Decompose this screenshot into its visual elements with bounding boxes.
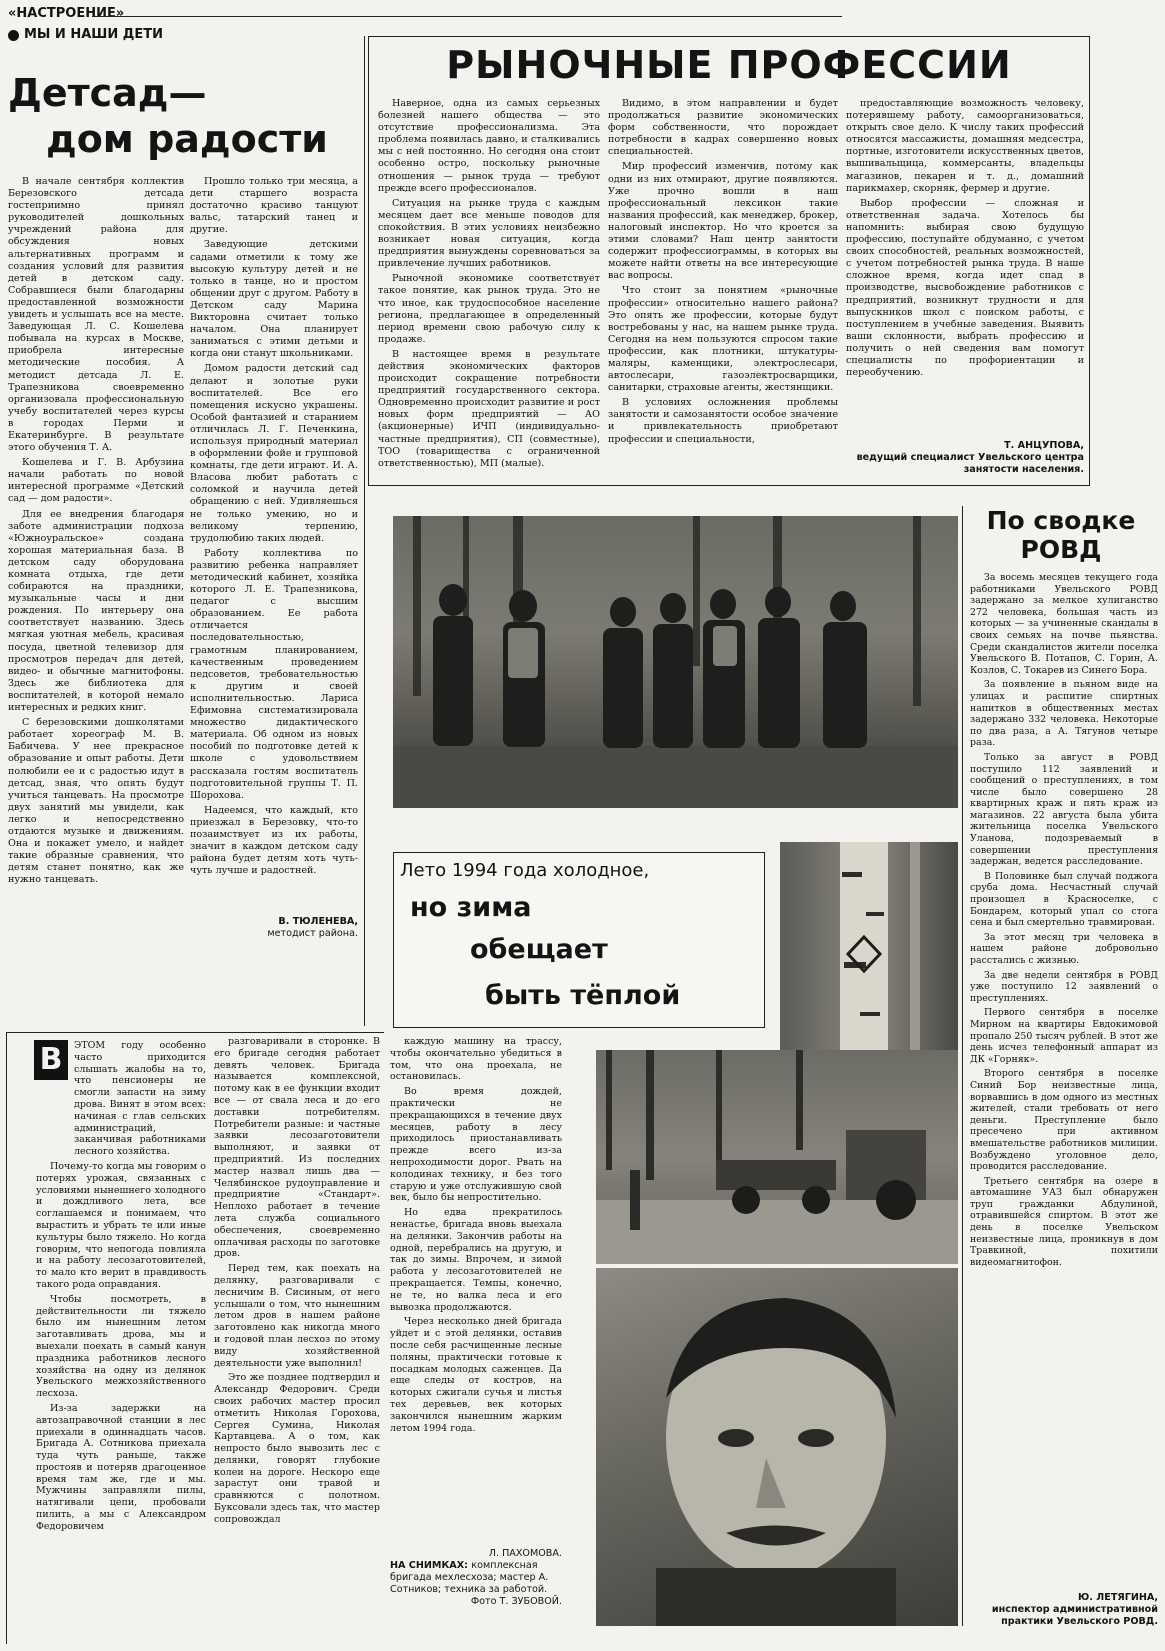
- kindergarten-title: [8, 70, 358, 170]
- author-role: ведущий специалист Увельского центра занятости населения.: [856, 452, 1084, 475]
- paragraph: Третьего сентября на озере в автомашине УАЗ был обнаружен труп гражданки Абдулиной, отравившейся спиртом. В этот же день в поселке Увельском неизвестные лица, проникнув в дом Травкиной, похитили видеомагнитофон.: [970, 1175, 1158, 1268]
- paragraph: В начале сентября коллектив Березовского детсада гостеприимно принял руководителей дошкольных учреждений района для обсуждения новых альтернативных программ и создания условий для развития детей в детском саду. Собравшиеся были благодарны предоставленной возможности увидеть и услышать все на месте. Заведующая Л. С. Кошелева побывала на курсах в Москве, приобрела интересные методические пособия. А методист детсада Л. Е. Трапезникова своевременно организовала профессиональную учебу воспитателей через курсы в городах Перми и Екатеринбурге. В результате этого обучения Т. А.: [8, 176, 184, 454]
- market-title: РЫНОЧНЫЕ ПРОФЕССИИ: [446, 43, 1012, 87]
- summer-headline-line2: но зима: [410, 892, 532, 923]
- author-name: Ю. ЛЕТЯГИНА,: [1078, 1592, 1158, 1603]
- portrait-illustration: [596, 1268, 958, 1626]
- kindergarten-column-1: [8, 176, 184, 956]
- paragraph: Заведующие детскими садами отметили к тому же высокую культуру детей и не только в танце, но и простом общении друг с другом. Работу в Детском саду Марина Викторовна считает только началом. Она планирует заниматься с этими детьми и когда они станут школьниками.: [190, 239, 358, 360]
- paragraph: Домом радости детский сад делают и золотые руки воспитателей. Все его помещения искусно украшены. Особой фантазией и старанием отличилась Л. Г. Печенкина, используя природный материал в оформлении фойе и групповой комнаты, где дети играют. И. А. Власова любит работать с соломкой и научила детей обращению с ней. Удивляешься не только умению, но и великому терпению, трудолюбию таких людей.: [190, 363, 358, 544]
- paragraph: Что стоит за понятием «рыночные профессии» относительно нашего района? Это опять же профессии, которые будут востребованы у нас, на нашем рынке труда. Сегодня на нем пользуются спросом такие профессии, как плотники, штукатуры-маляры, каменщики, электрослесари, автослесари, газоэлектросварщики, санитарки, страховые агенты, жестянщики.: [608, 285, 838, 394]
- section-label: «НАСТРОЕНИЕ»: [8, 6, 125, 21]
- paragraph: В настоящее время в результате действия экономических факторов происходит сокращение потребности предприятий государственного сектора. Одновременно происходит развитие и рост новых форм предприятий — АО (акционерные) ИЧП (индивидуально-частные предприятия), СП (совместные), ТОО (товарищества с ограниченной ответственностью), МП (малые).: [378, 348, 600, 469]
- paragraph: В условиях осложнения проблемы занятости и самозанятости особое значение и привлекательность приобретают профессии и специальности,: [608, 397, 838, 445]
- author-name: Л. ПАХОМОВА.: [488, 1548, 562, 1559]
- paragraph: За этот месяц три человека в нашем районе добровольно расстались с жизнью.: [970, 931, 1158, 966]
- paragraph: За две недели сентября в РОВД уже поступило 12 заявлений о преступлениях.: [970, 969, 1158, 1004]
- rovd-left-rule: [962, 506, 963, 1626]
- rubric-label: МЫ И НАШИ ДЕТИ: [24, 27, 163, 42]
- paragraph: За появление в пьяном виде на улицах и распитие спиртных напитков в общественных местах задержано 332 человека. Некоторые по два раза, а А. Тягунов четыре раза.: [970, 679, 1158, 749]
- summer-column-1: [36, 1040, 206, 1640]
- paragraph: Через несколько дней бригада уйдет и с этой делянки, оставив после себя расчищенные лесные поляны, практически готовые к посадкам молодых саженцев. Да еще следы от костров, на которых сжигали сучья и листья тех деревьев, век которых закончился нынешним жарким летом 1994 года.: [390, 1316, 562, 1434]
- paragraph: Кошелева и Г. В. Арбузина начали работать по новой интересной программе «Детский сад — дом радости».: [8, 457, 184, 505]
- paragraph: Прошло только три месяца, а дети старшего возраста достаточно красиво танцуют вальс, татарский танец и другие.: [190, 176, 358, 236]
- summer-headline-line3: обещает: [470, 934, 608, 965]
- author-role: методист района.: [267, 928, 358, 939]
- paragraph: Но едва прекратилось ненастье, бригада вновь выехала на делянки. Закончив работы на одной, перебрались на другую, и так до зимы. Впрочем, и зимой работа у лесозаготовителей не прекращается. Темпы, конечно, не те, но валка леса и его вывозка продолжаются.: [390, 1207, 562, 1313]
- market-signature: [846, 440, 1084, 480]
- summer-column-3: [390, 1036, 562, 1546]
- summer-signature-block: [390, 1548, 562, 1644]
- photo-credit: Фото Т. ЗУБОВОЙ.: [470, 1596, 562, 1607]
- brigade-illustration: [393, 516, 958, 808]
- bullet-icon: [8, 30, 19, 41]
- paragraph: разговаривали в сторонке. В его бригаде сегодня работает девять человек. Бригада называется комплексной, потому как в ее функции входит все — от свала леса и до его доставки потребителям. Потребители разные: и частные заявки лесозаготовители выполняют, и заявки от предприятий. Из последних мастер назвал лишь два — Челябинское рудоуправление и предприятие «Стандарт». Неплохо работает в течение лета служба социального обеспечения, своевременно оплачивая расходы по заготовке дров.: [214, 1036, 380, 1260]
- kindergarten-title-line2: дом радости: [46, 117, 328, 161]
- market-column-1: [378, 98, 600, 484]
- paragraph: Надеемся, что каждый, кто приезжал в Березовку, что-то позаимствует из их работы, значит в каждом детском саду района будет детям хоть чуть-чуть лучше и радостней.: [190, 804, 358, 877]
- rovd-signature: [966, 1592, 1158, 1642]
- rovd-title: [966, 506, 1156, 568]
- kindergarten-column-2: [190, 176, 358, 906]
- paragraph: Рыночной экономике соответствует такое понятие, как рынок труда. Это не что иное, как трудоспособное население региона, предлагающее в определенный период времени свою рабочую силу к продаже.: [378, 273, 600, 345]
- paragraph: Первого сентября в поселке Мирном на квартиры Евдокимовой пропало 250 тысяч рублей. В этот же день исчез телефонный аппарат из ДК «Горняк».: [970, 1007, 1158, 1065]
- paragraph: Во время дождей, практически не прекращающихся в течение двух месяцев, работу в лесу приходилось приостанавливать прежде всего из-за непроходимости дорог. Рвать на колодинах технику, и без того старую и уже отслужившую свой век, было бы непростительно.: [390, 1086, 562, 1204]
- summer-headline-line1: Лето 1994 года холодное,: [400, 860, 650, 881]
- paragraph: Ситуация на рынке труда с каждым месяцем дает все меньше поводов для спокойствия. В этих условиях неизбежно возникает новая ситуация, когда предприятия вынуждены соревноваться за привлечение лучших работников.: [378, 197, 600, 270]
- paragraph: Второго сентября в поселке Синий Бор неизвестные лица, ворвавшись в дом одного из местных жителей, стали требовать от него деньги. Преступление было пресечено при активном вмешательстве работников милиции. Возбуждено уголовное дело, проводится расследование.: [970, 1068, 1158, 1173]
- market-column-2: [608, 98, 838, 484]
- paragraph: Только за август в РОВД поступило 112 заявлений и сообщений о преступлениях, в том числе было совершено 28 квартирных краж и пять краж из магазинов. 22 августа была убита жительница поселка Увельского Уланова, подозреваемый в совершении преступления задержан, ведется расследование.: [970, 751, 1158, 868]
- header-rule: [92, 16, 842, 17]
- portrait-photo: [596, 1268, 958, 1626]
- machinery-illustration: [596, 1050, 958, 1264]
- paragraph: С березовскими дошколятами работает хореограф М. В. Бабичева. У нее прекрасное образование и опыт работы. Дети полюбили ее и с радостью идут в детсад, зная, что опять будут учиться танцевать. На просмотре двух занятий мы увидели, как легко и непосредственно отдаются музыке и движениям. Она и покажет умело, и найдет такие образные сравнения, что детям станет понятно, как же нужно танцевать.: [8, 717, 184, 886]
- paragraph: Для ее внедрения благодаря заботе администрации подхоза «Южноуральское» создана хорошая материальная база. В детском саду оборудована комната отдыха, где дети собираются на праздники, музыкальные часы и дни рождения. По интерьеру она соответствует названию. Здесь мягкая уютная мебель, красивая посуда, цветной телевизор для просмотров передач для детей, видео- и обычные магнитофоны. Здесь же библиотека для воспитателей, в которой немало интересных и редких книг.: [8, 508, 184, 714]
- kindergarten-title-line1: Детсад—: [8, 71, 207, 115]
- paragraph: Чтобы посмотреть, в действительности ли тяжело было им нынешним летом заготавливать дрова, мы и выехали поехать в самый канун праздника работников лесного хозяйства на одну из делянок Увельского межхозяйственного лесхоза.: [36, 1293, 206, 1400]
- machinery-photo: [596, 1050, 958, 1264]
- market-column-3: [846, 98, 1084, 436]
- column-rule: [364, 36, 365, 1026]
- author-role: инспектор административной практики Увельского РОВД.: [991, 1604, 1158, 1627]
- paragraph: Видимо, в этом направлении и будет продолжаться развитие экономических форм собственности, что порождает потребности в кадрах совершенно новых специальностей.: [608, 98, 838, 158]
- kindergarten-signature: [190, 916, 358, 946]
- paragraph: Работу коллектива по развитию ребенка направляет методический кабинет, хозяйка которого Л. Е. Трапезникова, педагог с высшим образованием. Ее работа отличается последовательностью, грамотным планированием, качественным проведением педсоветов, требовательностью к другим и своей исполнительностью. Лариса Ефимовна систематизировала множество дидактического материала. Об одном из новых пособий по подготовке детей к школе с удовольствием рассказала гостям воспитатель подготовительной группы Т. П. Шорохова.: [190, 547, 358, 801]
- paragraph: Почему-то когда мы говорим о потерях урожая, связанных с условиями нынешнего холодного и дождливого лета, все соглашаемся и понимаем, что вырастить и убрать те или иные культуры было тяжело. Но когда говорим, что непогода повлияла и на работу лесозаготовителей, то мало кто верит в правдивость такого рода оправдания.: [36, 1160, 206, 1290]
- author-name: Т. АНЦУПОВА,: [1004, 440, 1084, 451]
- drop-cap: В: [34, 1040, 68, 1080]
- paragraph: Из-за задержки на автозаправочной станции в лес приехали в одиннадцать часов. Бригада А. Сотникова приехала туда чуть раньше, также простояв и потеряв драгоценное время там же, где и мы. Мужчины заправляли пилы, натягивали цепи, пробовали пилить, а мы с Александром Федоровичем: [36, 1402, 206, 1532]
- paragraph: предоставляющие возможность человеку, потерявшему работу, самоорганизоваться, открыть свое дело. К числу таких профессий относятся массажисты, домашняя медсестра, портные, изготовители искусственных цветов, вышивальщица, коммерсанты, владельцы магазинов, пекарен и т. д., домашний парикмахер, скорняк, фермер и другие.: [846, 98, 1084, 194]
- author-name: В. ТЮЛЕНЕВА,: [278, 916, 358, 927]
- summer-headline-line4: быть тёплой: [485, 980, 681, 1011]
- paragraph: В Половинке был случай поджога сруба дома. Несчастный случай произошел в Красноселке, с Бондарем, который упал со стога сена и был смертельно травмирован.: [970, 870, 1158, 929]
- paragraph: ЭТОМ году особенно часто приходится слышать жалобы на то, что пенсионеры не смогли запасти на зиму дрова. Винят в этом всех: начиная с глав сельских администраций, заканчивая работниками лесного хозяйства.: [74, 1040, 206, 1158]
- rovd-title-line2: РОВД: [1020, 535, 1102, 564]
- brigade-photo: [393, 516, 958, 808]
- caption-head: НА СНИМКАХ:: [390, 1560, 468, 1571]
- paragraph: Выбор профессии — сложная и ответственная задача. Хотелось бы напомнить: выбирая свою будущую профессию, поступайте обдуманно, с учетом своих способностей, реальных возможностей, с учетом потребностей рынка труда. В наше сложное время, когда идет спад в производстве, высвобождение работников с предприятий, возникнут трудности и для выпускников школ с поиском работы, с поступлением в учебные заведения. Выявить ваши склонности, выбрать профессию и получить о ней сведения вам помогут специалисты по профориентации и переобучению.: [846, 197, 1084, 379]
- caption-body: комплексная бригада мехлесхоза; мастер А. Сотников; техника за работой.: [390, 1560, 549, 1595]
- rovd-title-line1: По сводке: [986, 506, 1136, 535]
- rovd-column: [970, 572, 1158, 1592]
- paragraph: Перед тем, как поехать на делянку, разговаривали с лесничим В. Сисиным, от него услышали о том, что нынешним летом дров в нашем районе заготовлено как никогда много и годовой план лесхоз по этому виду хозяйственной деятельности уже выполнил!: [214, 1263, 380, 1369]
- paragraph: каждую машину на трассу, чтобы окончательно убедиться в том, что она проехала, не остановилась.: [390, 1036, 562, 1083]
- summer-column-2: [214, 1036, 380, 1642]
- paragraph: Это же позднее подтвердил и Александр Федорович. Среди своих рабочих мастер просил отметить Николая Горохова, Сергея Сумина, Николая Картавцева. А о том, как непросто было вывозить лес с делянки, говорят глубокие колеи на дороге. Нескоро еще зарастут они травой и сравняются с полотном. Буксовали здесь так, что мастер сопровождал: [214, 1372, 380, 1525]
- paragraph: Наверное, одна из самых серьезных болезней нашего общества — это отсутствие профессионализма. Эта проблема появилась давно, и сталкивались мы с ней постоянно. Но сегодня она стоит особенно остро, поскольку рыночные отношения — рынок труда — требуют прежде всего профессионалов.: [378, 98, 600, 194]
- paragraph: За восемь месяцев текущего года работниками Увельского РОВД задержано за мелкое хулиганство 272 человека, большая часть из которых — за учиненные скандалы в своих семьях на почве пьянства. Среди скандалистов жители поселка Увельского В. Потапов, С. Горин, А. Козлов, С. Токарев из Синего Бора.: [970, 572, 1158, 676]
- caption: [390, 1560, 562, 1596]
- paragraph: Мир профессий изменчив, потому как одни из них отмирают, другие появляются. Уже прочно вошли в наш профессиональный лексикон такие названия профессий, как менеджер, брокер, налоговый инспектор. Но что кроется за этими словами? Наш центр занятости содержит профессиограммы, в которых вы можете найти ответы на все интересующие вас вопросы.: [608, 161, 838, 282]
